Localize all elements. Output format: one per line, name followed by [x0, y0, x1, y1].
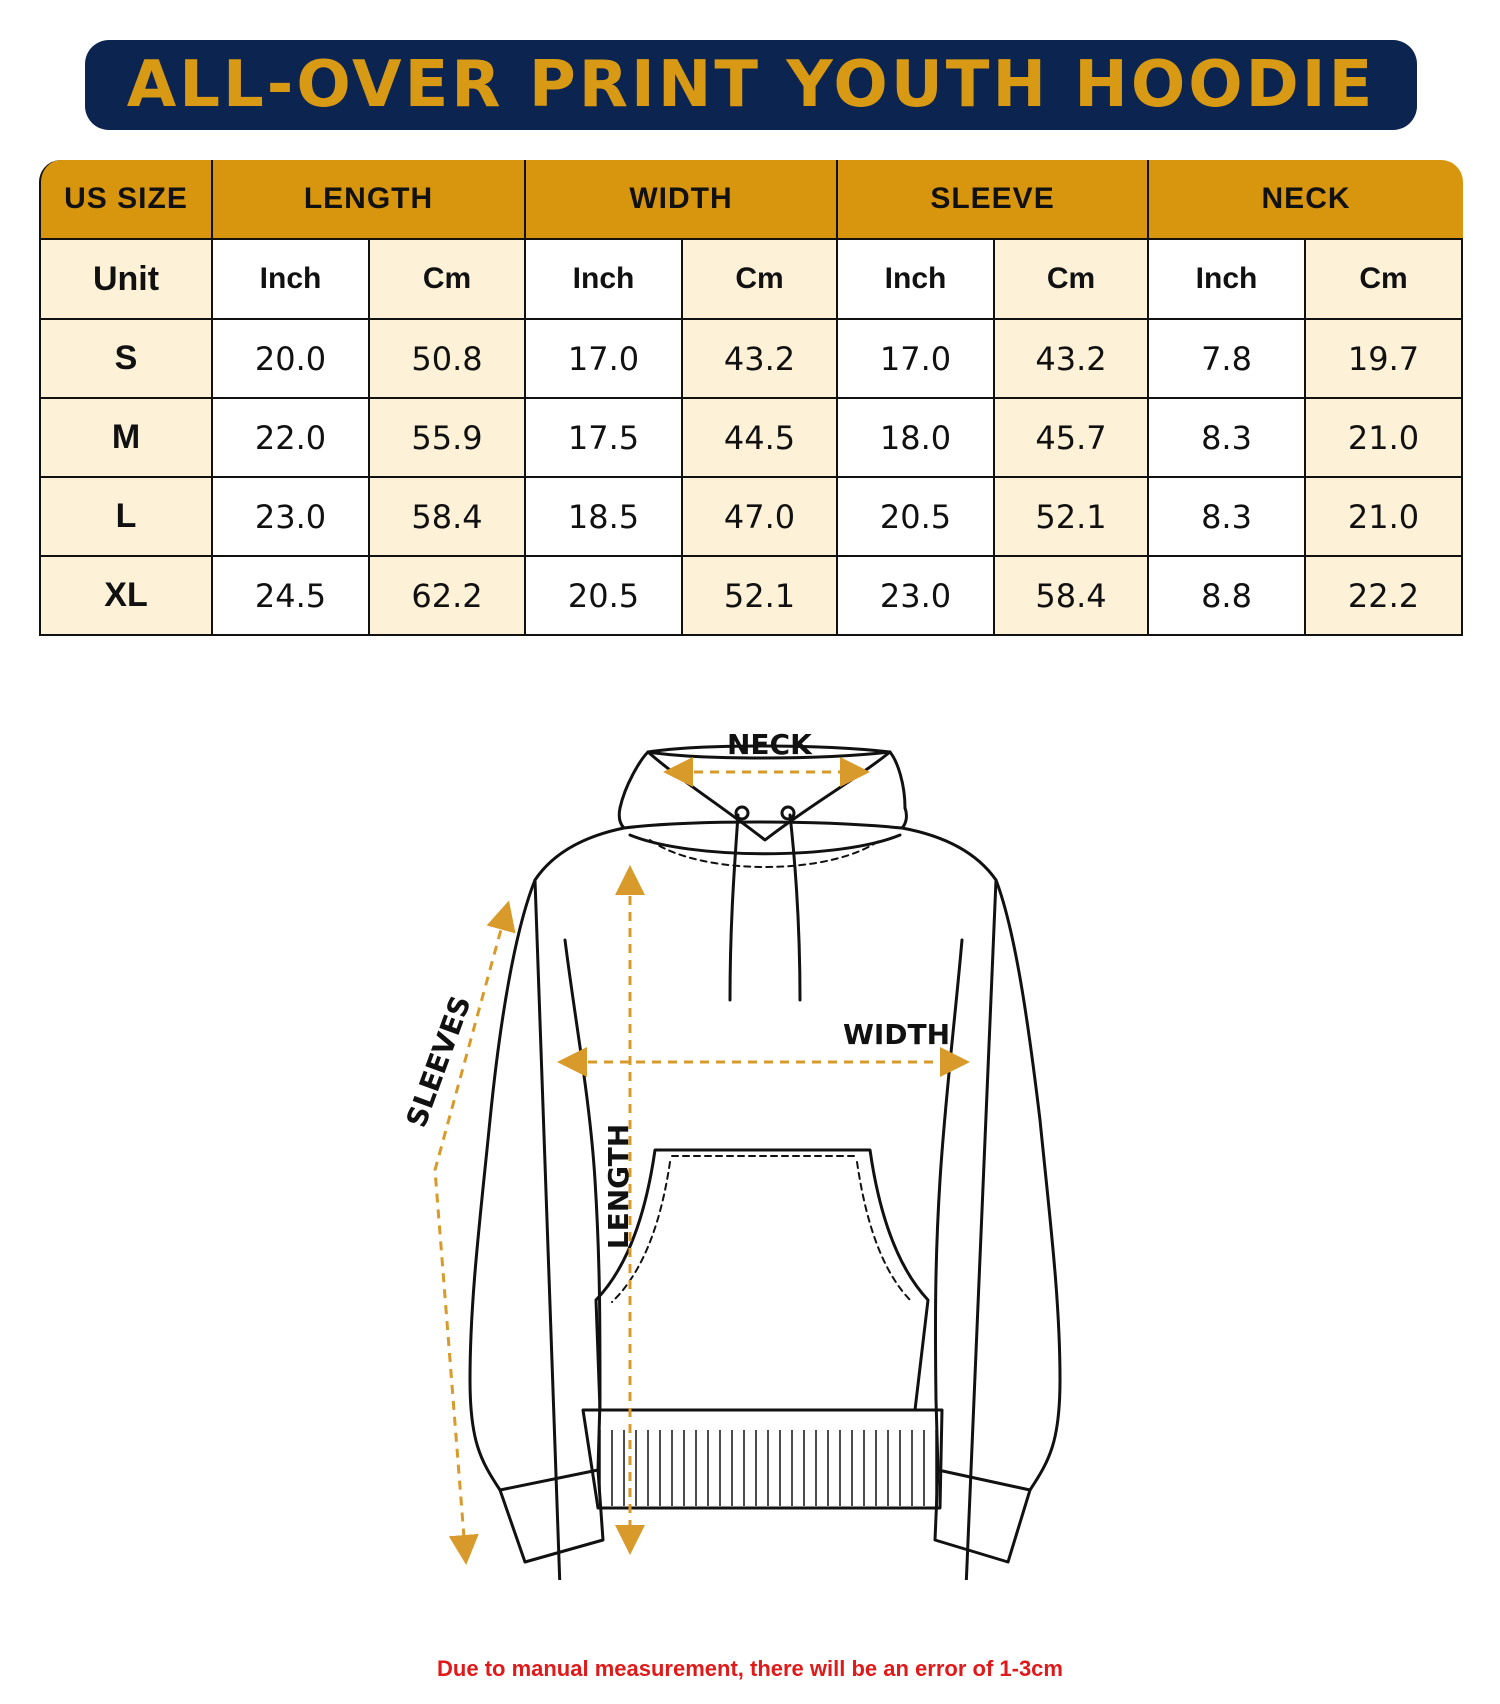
value-cell: 17.0 — [526, 320, 683, 399]
hoodie-illustration — [0, 700, 1500, 1580]
table-row — [39, 399, 1463, 478]
size-chart-table — [39, 160, 1463, 636]
value-cell: 20.5 — [838, 478, 995, 557]
table-row — [39, 320, 1463, 399]
value-cell: 58.4 — [370, 478, 526, 557]
unit-cell: Inch — [1149, 240, 1306, 320]
value-cell: 62.2 — [370, 557, 526, 636]
waistband-ribbing — [600, 1430, 936, 1506]
value-cell: 18.5 — [526, 478, 683, 557]
value-cell: 44.5 — [683, 399, 838, 478]
size-cell: L — [39, 478, 213, 557]
value-cell: 8.3 — [1149, 399, 1306, 478]
value-cell: 52.1 — [683, 557, 838, 636]
measurement-footnote: Due to manual measurement, there will be an error of 1-3cm — [437, 1656, 1063, 1681]
value-cell: 24.5 — [213, 557, 370, 636]
table-row — [39, 478, 1463, 557]
value-cell: 50.8 — [370, 320, 526, 399]
value-cell: 52.1 — [995, 478, 1149, 557]
value-cell: 23.0 — [213, 478, 370, 557]
unit-cell: Cm — [370, 240, 526, 320]
width-label: WIDTH — [843, 1018, 951, 1051]
value-cell: 58.4 — [995, 557, 1149, 636]
unit-cell: Inch — [526, 240, 683, 320]
value-cell: 23.0 — [838, 557, 995, 636]
page-title: ALL-OVER PRINT YOUTH HOODIE — [126, 48, 1376, 122]
header-length: LENGTH — [213, 160, 526, 240]
unit-cell: Cm — [683, 240, 838, 320]
value-cell: 20.5 — [526, 557, 683, 636]
header-us-size: US SIZE — [39, 160, 213, 240]
value-cell: 55.9 — [370, 399, 526, 478]
measurement-arrows — [435, 772, 955, 1550]
unit-cell: Cm — [995, 240, 1149, 320]
value-cell: 22.0 — [213, 399, 370, 478]
value-cell: 7.8 — [1149, 320, 1306, 399]
value-cell: 8.8 — [1149, 557, 1306, 636]
unit-cell: Inch — [213, 240, 370, 320]
header-width: WIDTH — [526, 160, 838, 240]
value-cell: 17.5 — [526, 399, 683, 478]
value-cell: 8.3 — [1149, 478, 1306, 557]
unit-label: Unit — [39, 240, 213, 320]
unit-row — [39, 240, 1463, 320]
value-cell: 21.0 — [1306, 478, 1463, 557]
table-header-row — [39, 160, 1463, 240]
sleeves-label: SLEEVES — [399, 991, 478, 1132]
value-cell: 22.2 — [1306, 557, 1463, 636]
header-sleeve: SLEEVE — [838, 160, 1149, 240]
length-label: LENGTH — [602, 1123, 636, 1250]
hoodie-measurement-diagram — [0, 700, 1500, 1580]
size-cell: S — [39, 320, 213, 399]
value-cell: 17.0 — [838, 320, 995, 399]
value-cell: 21.0 — [1306, 399, 1463, 478]
unit-cell: Inch — [838, 240, 995, 320]
header-neck: NECK — [1149, 160, 1463, 240]
title-banner — [85, 40, 1417, 130]
value-cell: 19.7 — [1306, 320, 1463, 399]
size-cell: XL — [39, 557, 213, 636]
neck-label: NECK — [727, 728, 812, 761]
hoodie-outline — [470, 746, 1060, 1580]
value-cell: 43.2 — [995, 320, 1149, 399]
table-row — [39, 557, 1463, 636]
value-cell: 20.0 — [213, 320, 370, 399]
value-cell: 47.0 — [683, 478, 838, 557]
value-cell: 45.7 — [995, 399, 1149, 478]
size-cell: M — [39, 399, 213, 478]
value-cell: 18.0 — [838, 399, 995, 478]
unit-cell: Cm — [1306, 240, 1463, 320]
value-cell: 43.2 — [683, 320, 838, 399]
